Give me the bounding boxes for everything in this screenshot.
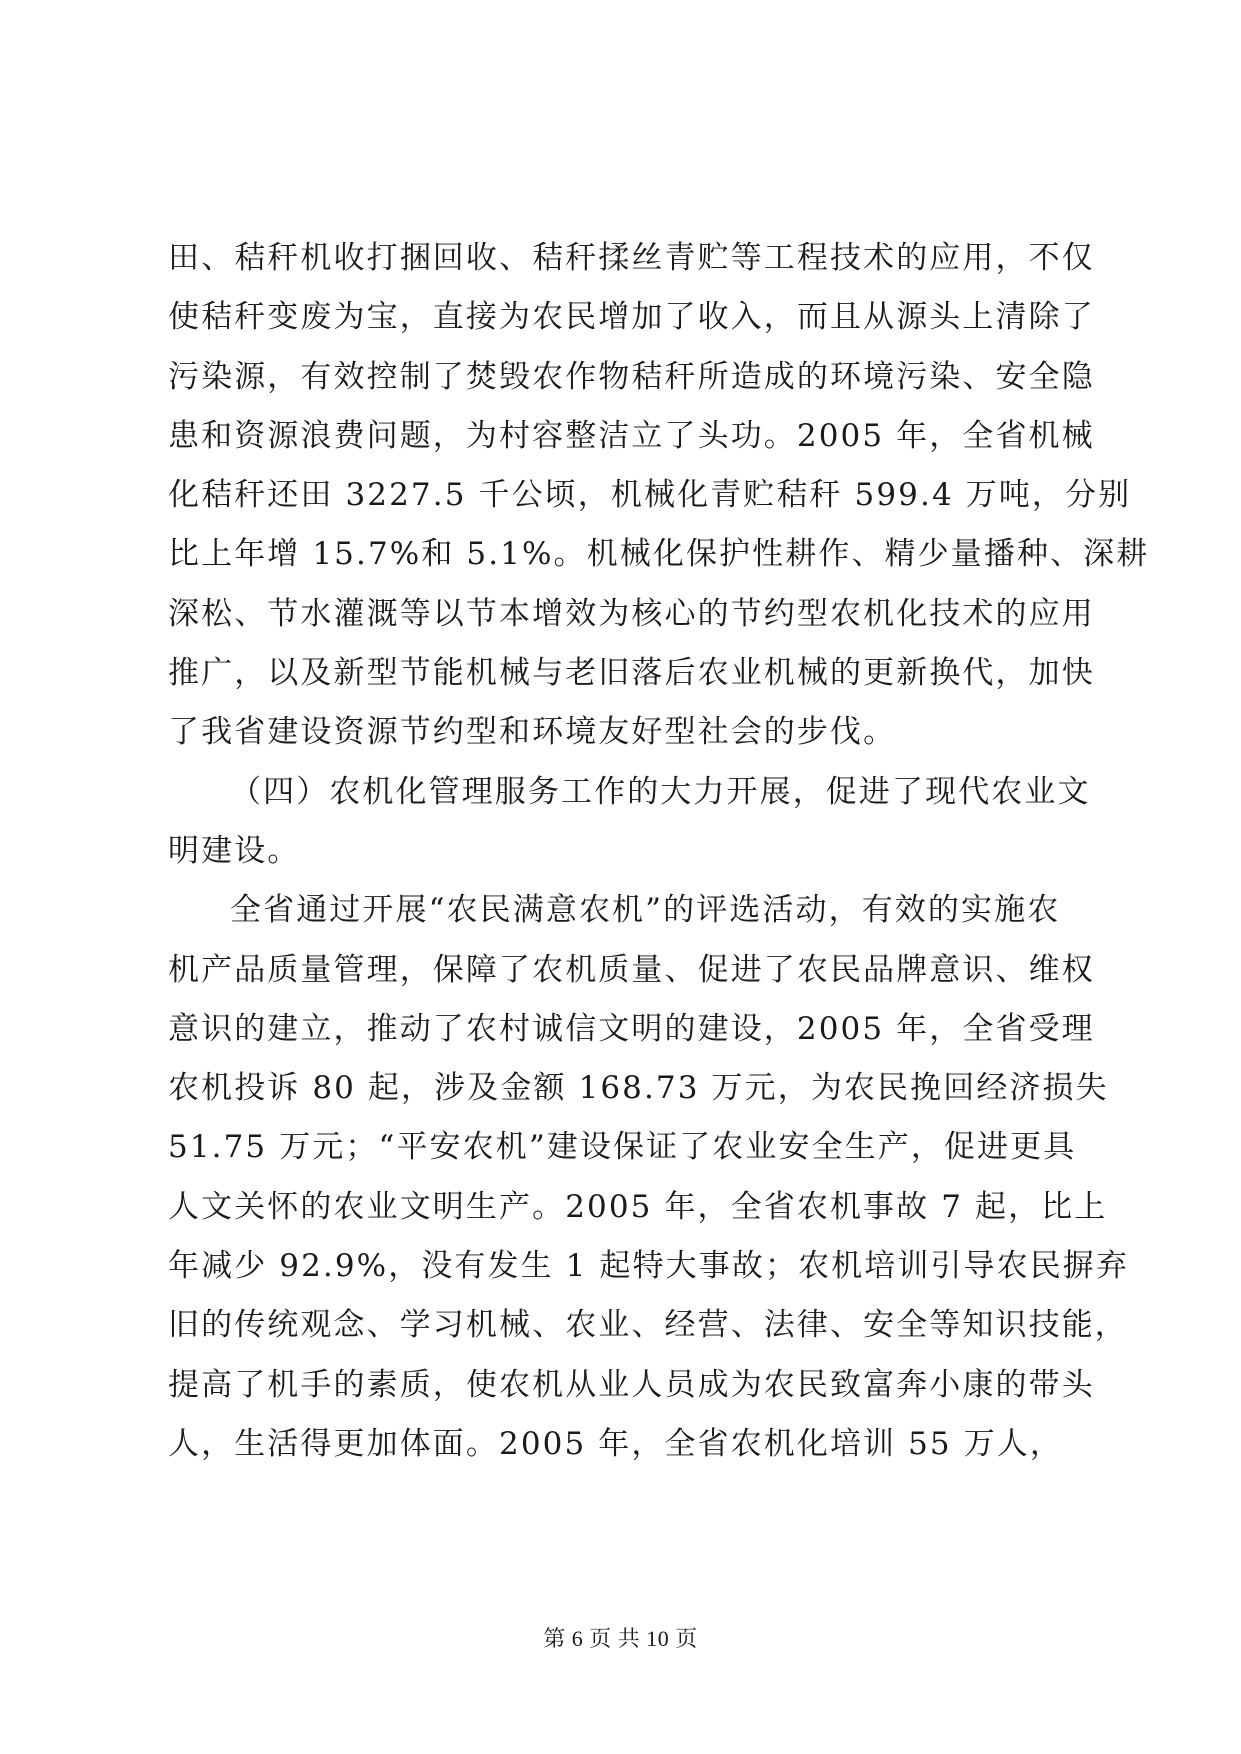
text-line: 化秸秆还田 3227.5 千公顷，机械化青贮秸秆 599.4 万吨，分别	[168, 477, 1132, 514]
text-line: 田、秸秆机收打捆回收、秸秆揉丝青贮等工程技术的应用，不仅	[168, 240, 1095, 276]
text-line: 使秸秆变废为宝，直接为农民增加了收入，而且从源头上清除了	[168, 299, 1095, 336]
text-line: 年减少 92.9%，没有发生 1 起特大事故；农机培训引导农民摒弃	[168, 1248, 1130, 1285]
section-heading-line: 明建设。	[168, 832, 301, 869]
text-line: 意识的建立，推动了农村诚信文明的建设，2005 年，全省受理	[168, 1010, 1095, 1047]
text-line: 深松、节水灌溉等以节本增效为核心的节约型农机化技术的应用	[168, 595, 1095, 632]
text-line: 人文关怀的农业文明生产。2005 年，全省农机事故 7 起，比上	[168, 1188, 1108, 1225]
text-line: 推广，以及新型节能机械与老旧落后农业机械的更新换代，加快	[168, 655, 1095, 692]
text-line: 了我省建设资源节约型和环境友好型社会的步伐。	[168, 714, 897, 751]
text-line: 农机投诉 80 起，涉及金额 168.73 万元，为农民挽回经济损失	[168, 1070, 1109, 1107]
page-number-footer: 第 6 页 共 10 页	[543, 1626, 698, 1651]
text-line: 提高了机手的素质，使农机从业人员成为农民致富奔小康的带头	[168, 1366, 1095, 1403]
body-text	[168, 229, 1150, 1474]
section-heading-line: （四）农机化管理服务工作的大力开展，促进了现代农业文	[230, 773, 1091, 810]
text-line: 比上年增 15.7%和 5.1%。机械化保护性耕作、精少量播种、深耕	[168, 536, 1150, 573]
text-line: 51.75 万元；“平安农机”建设保证了农业安全生产，促进更具	[168, 1129, 1077, 1166]
text-line: 机产品质量管理，保障了农机质量、促进了农民品牌意识、维权	[168, 951, 1095, 988]
text-line: 患和资源浪费问题，为村容整洁立了头功。2005 年，全省机械	[168, 417, 1095, 454]
text-line: 人，生活得更加体面。2005 年，全省农机化培训 55 万人，	[168, 1425, 1063, 1462]
text-line: 旧的传统观念、学习机械、农业、经营、法律、安全等知识技能，	[168, 1307, 1128, 1344]
paragraph-first-line: 全省通过开展“农民满意农机”的评选活动，有效的实施农	[230, 892, 1061, 929]
text-line: 污染源，有效控制了焚毁农作物秸秆所造成的环境污染、安全隐	[168, 358, 1095, 395]
